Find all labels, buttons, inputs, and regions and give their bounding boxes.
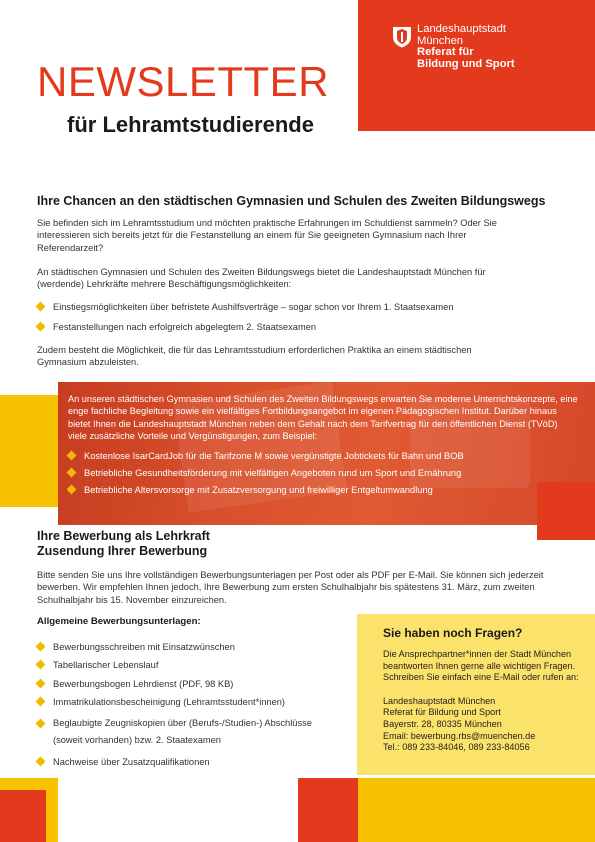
newsletter-subtitle: für Lehramtstudierende	[67, 112, 314, 137]
red-decor-block	[0, 790, 46, 842]
list-item-text: Bewerbungsbogen Lehrdienst (PDF, 98 KB)	[53, 678, 234, 689]
list-item-text: Nachweise über Zusatzqualifikationen	[53, 756, 210, 767]
list-item-text: Betriebliche Altersvorsorge mit Zusatzversorgung und freiwilliger Entgeltumwandlung	[84, 485, 433, 496]
list-item	[37, 321, 537, 333]
list-item-text: Betriebliche Gesundheitsförderung mit vielfältigen Angeboten rund um Sport und Ernährung	[84, 468, 462, 479]
organization-name	[417, 24, 515, 70]
heading-line: Ihre Bewerbung als Lehrkraft	[37, 529, 210, 543]
contact-text	[383, 649, 583, 754]
paragraph: An städtischen Gymnasien und Schulen des Zweiten Bildungswegs bietet die Landeshauptstadt München für (werdende) Lehrkräfte mehrere Beschäftigungsmöglichkeiten:	[37, 267, 486, 290]
diamond-bullet-icon	[36, 697, 46, 707]
red-decor-block	[298, 778, 358, 842]
contact-email-link[interactable]: Email: bewerbung.rbs@muenchen.de	[383, 730, 536, 741]
list-item	[37, 301, 537, 313]
contact-line: Landeshauptstadt München	[383, 695, 496, 706]
contact-line: Bayerstr. 28, 80335 München	[383, 718, 502, 729]
list-item	[68, 484, 578, 496]
contact-line: Referat für Bildung und Sport	[383, 707, 501, 718]
band-paragraph: An unseren städtischen Gymnasien und Schulen des Zweiten Bildungswegs erwarten Sie moderne Unterrichtskonzepte, eine enge fachliche Begleitung sowie ein vielfältiges Fortbildungsangebot im eigenen Pädagogischen Institut. Darüber hinaus bietet Ihnen die Landeshauptstadt München neben dem Gehalt nach dem Tarifvertrag für den öffentlichen Dienst (TVöD) viele zusätzliche Vorteile und Vergünstigungen, zum Beispiel:	[68, 394, 578, 441]
diamond-bullet-icon	[36, 322, 46, 332]
section-heading	[37, 529, 210, 558]
bullet-list	[37, 301, 537, 333]
list-item	[37, 756, 337, 768]
contact-intro: Die Ansprechpartner*innen der Stadt München beantworten Ihnen gerne alle wichtigen Fragen. Schreiben Sie einfach eine E-Mail oder rufen an:	[383, 649, 579, 683]
list-item-text: Einstiegsmöglichkeiten über befristete Aushilfsverträge – sogar schon vor Ihrem 1. Staatsexamen	[53, 302, 454, 312]
diamond-bullet-icon	[36, 718, 46, 728]
contact-title: Sie haben noch Fragen?	[383, 626, 523, 640]
diamond-bullet-icon	[36, 302, 46, 312]
list-item	[68, 467, 578, 479]
list-heading: Allgemeine Bewerbungsunterlagen:	[37, 616, 201, 627]
list-item-text: Beglaubigte Zeugniskopien über (Berufs-/Studien-) Abschlüsse (soweit vorhanden) bzw. 2. Staatexamen	[53, 717, 312, 746]
list-item	[37, 659, 337, 671]
list-item-text: Kostenlose IsarCardJob für die Tarifzone M sowie vergünstigte Jobtickets für Bahn und BOB	[84, 451, 464, 462]
org-line: München	[417, 34, 464, 47]
section-heading: Ihre Chancen an den städtischen Gymnasien und Schulen des Zweiten Bildungswegs	[37, 194, 546, 208]
paragraph: Bitte senden Sie uns Ihre vollständigen Bewerbungsunterlagen per Post oder als PDF per E-Mail. Sie können sich jederzeit bewerben. Wir empfehlen Ihnen jedoch, Ihre Bewerbung zum ersten Schulhalbjahr bis spätestens 31. März, zum zweiten Schulhalbjahr bis 15. November einzureichen.	[37, 570, 544, 605]
diamond-bullet-icon	[67, 451, 77, 461]
diamond-bullet-icon	[36, 757, 46, 767]
diamond-bullet-icon	[67, 485, 77, 495]
list-item	[37, 678, 337, 690]
document-list	[37, 641, 337, 774]
diamond-bullet-icon	[67, 468, 77, 478]
paragraph: Zudem besteht die Möglichkeit, die für das Lehramtsstudium erforderlichen Praktika an einem städtischen Gymnasium abzuleisten.	[37, 345, 472, 368]
yellow-decor-block	[358, 778, 595, 842]
list-item	[37, 715, 337, 750]
yellow-decor-block	[0, 395, 58, 507]
contact-phone: Tel.: 089 233-84046, 089 233-84056	[383, 742, 530, 753]
list-item-text: Bewerbungsschreiben mit Einsatzwünschen	[53, 642, 235, 652]
band-text	[68, 393, 578, 496]
newsletter-title: NEWSLETTER	[37, 58, 330, 105]
list-item-text: Festanstellungen nach erfolgreich abgelegtem 2. Staatsexamen	[53, 322, 317, 332]
list-item-text: Tabellarischer Lebenslauf	[53, 660, 159, 671]
list-item-text: Immatrikulationsbescheinigung (Lehramtsstudent*innen)	[53, 697, 286, 708]
heading-line: Zusendung Ihrer Bewerbung	[37, 543, 208, 558]
diamond-bullet-icon	[36, 678, 46, 688]
diamond-bullet-icon	[36, 660, 46, 670]
list-item	[37, 696, 337, 708]
org-line: Referat für	[417, 46, 474, 59]
diamond-bullet-icon	[36, 642, 46, 652]
munich-coat-of-arms-icon	[392, 26, 412, 48]
list-item	[37, 641, 337, 653]
bullet-list	[68, 450, 578, 496]
org-line: Landeshauptstadt	[417, 23, 506, 35]
org-line: Bildung und Sport	[417, 57, 515, 70]
list-item	[68, 450, 578, 462]
paragraph: Sie befinden sich im Lehramtsstudium und möchten praktische Erfahrungen im Schuldienst sammeln? Oder Sie interessieren sich bereits jetzt für die Festanstellung an einem für Sie geeigneten Gymnasium nach Ihrer Referendarzeit?	[37, 218, 497, 253]
